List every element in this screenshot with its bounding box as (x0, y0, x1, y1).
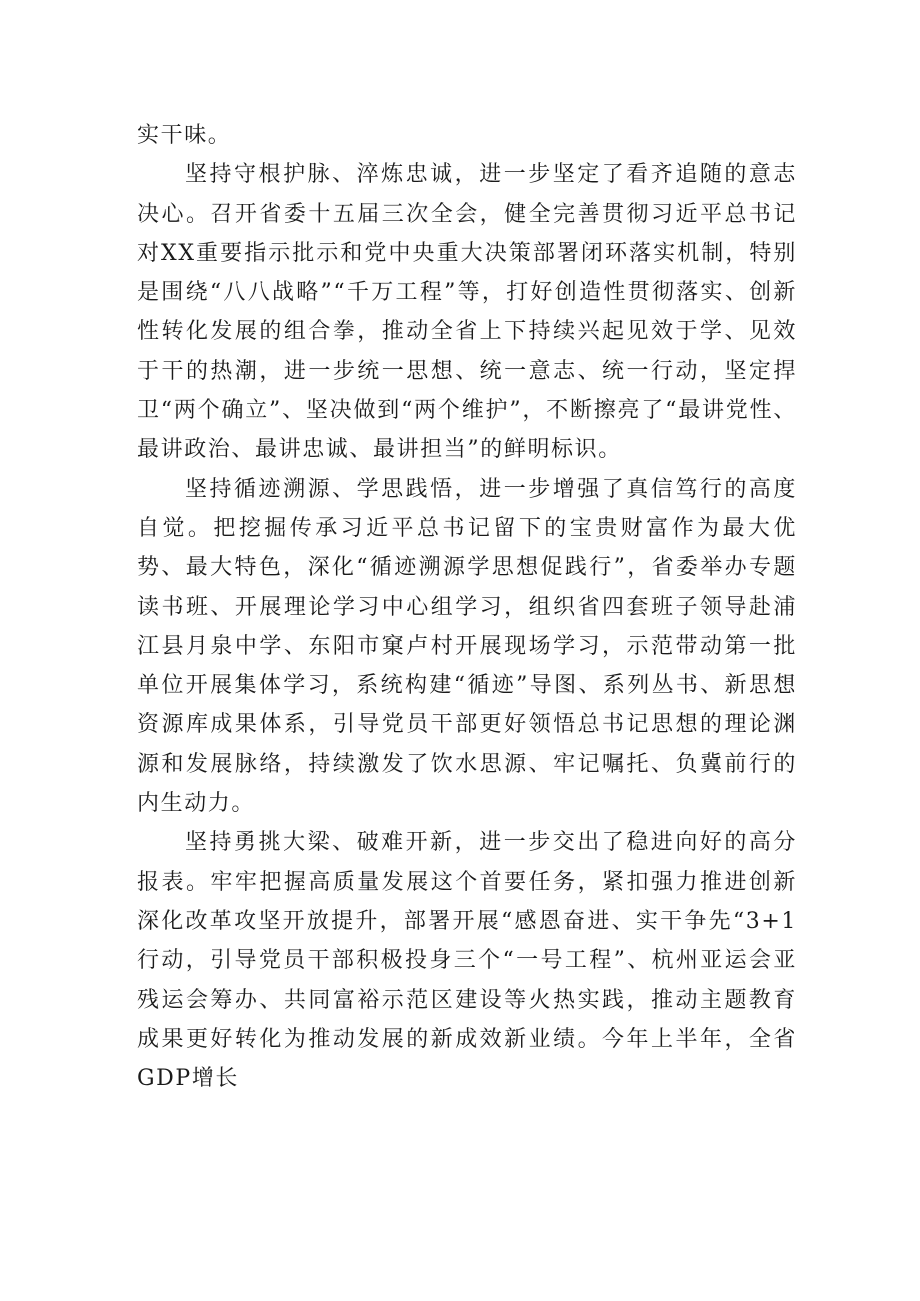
document-body (137, 116, 797, 1098)
paragraph-tracing-origins: 坚持循迹溯源、学思践悟，进一步增强了真信笃行的高度自觉。把挖掘传承习近平总书记留下的宝贵财富作为最大优势、最大特色，深化“循迹溯源学思想促践行”，省委举办专题读书班、开展理论学习中心组学习，组织省四套班子领导赴浦江县月泉中学、东阳市窠卢村开展现场学习，示范带动第一批单位开展集体学习，系统构建“循迹”导图、系列丛书、新思想资源库成果体系，引导党员干部更好领悟总书记思想的理论渊源和发展脉络，持续激发了饮水思源、牢记嘱托、负冀前行的内生动力。 (137, 476, 797, 817)
paragraph-development: 坚持勇挑大梁、破难开新，进一步交出了稳进向好的高分报表。牢牢把握高质量发展这个首要任务，紧扣强力推进创新深化改革攻坚开放提升，部署开展“感恩奋进、实干争先“3+1行动，引导党员干部积极投身三个“一号工程”、杭州亚运会亚残运会筹办、共同富裕示范区建设等火热实践，推动主题教育成果更好转化为推动发展的新成效新业绩。今年上半年，全省GDP增长 (137, 830, 797, 1092)
paragraph-continuation: 实干味。 (137, 123, 232, 148)
paragraph-loyalty: 坚持守根护脉、淬炼忠诚，进一步坚定了看齐追随的意志决心。召开省委十五届三次全会，健全完善贯彻习近平总书记对XX重要指示批示和党中央重大决策部署闭环落实机制，特别是围绕“八八战略”“千万工程”等，打好创造性贯彻落实、创新性转化发展的组合拳，推动全省上下持续兴起见效于学、见效于干的热潮，进一步统一思想、统一意志、统一行动，坚定捍卫“两个确立”、坚决做到“两个维护”，不断擦亮了“最讲党性、最讲政治、最讲忠诚、最讲担当”的鲜明标识。 (137, 162, 797, 463)
